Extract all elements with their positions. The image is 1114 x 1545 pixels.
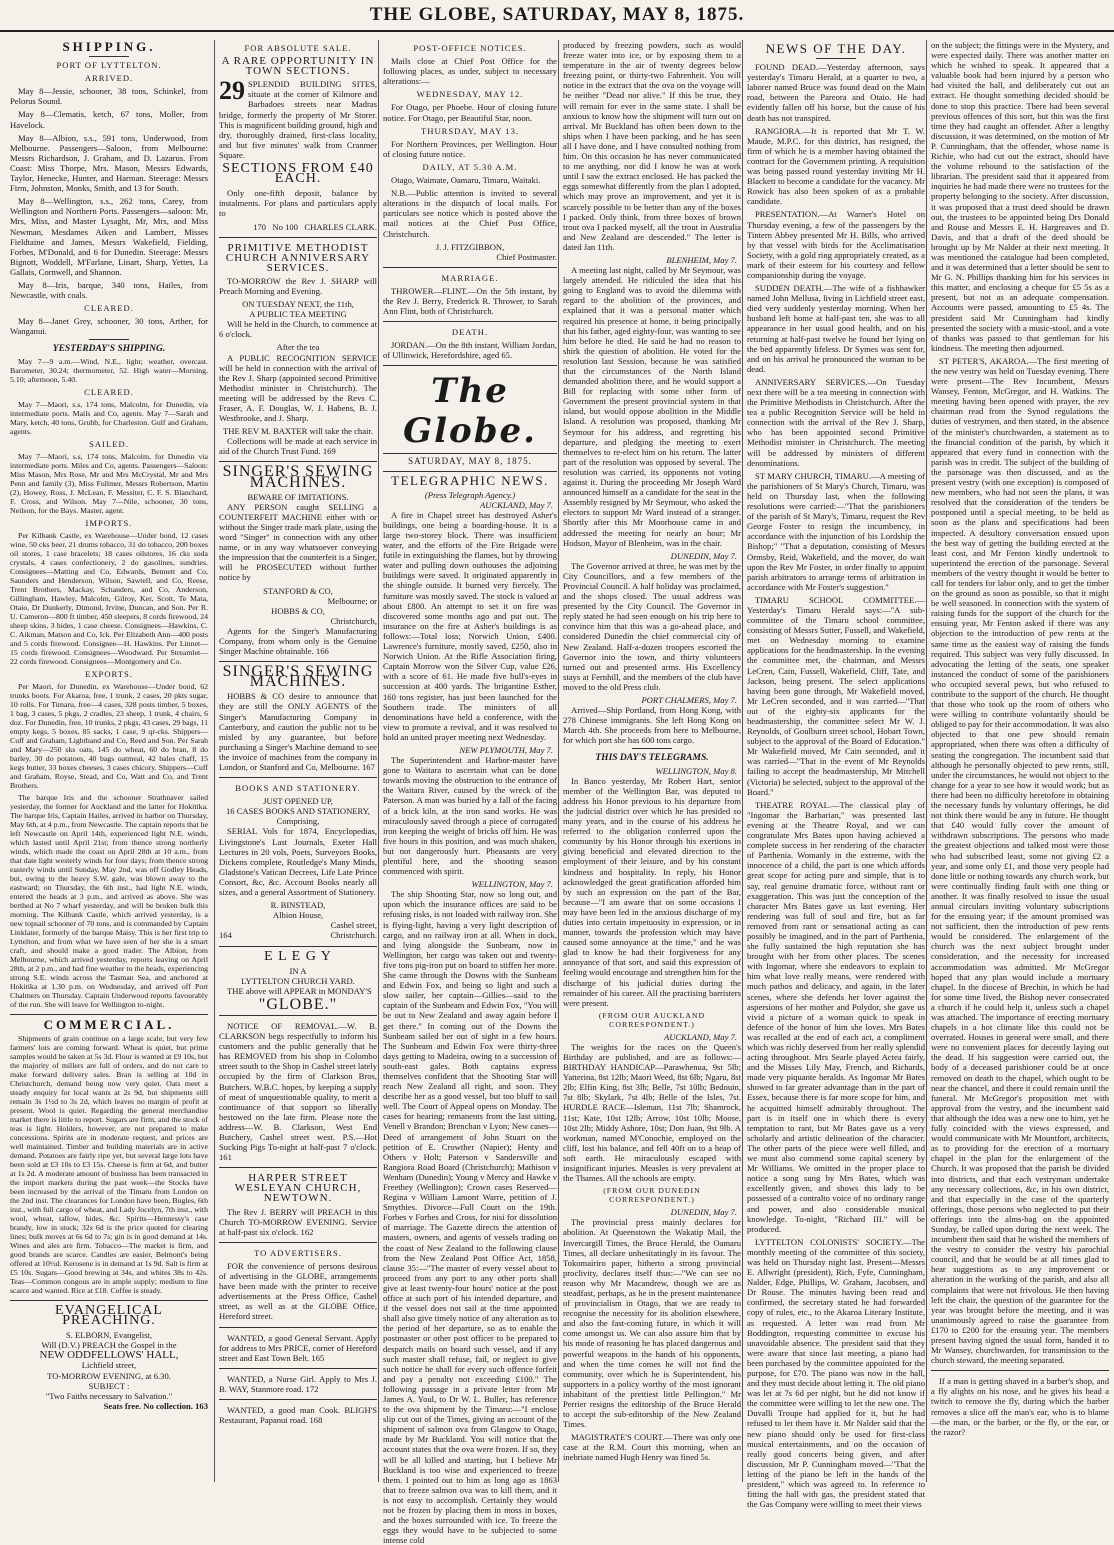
evangelical-subject-label: SUBJECT :: [88, 1380, 130, 1391]
methodist-recognition: A PUBLIC RECOGNITION SERVICE will be held in connection with the arrival of the Rev J. Sharp (appointed second Primitive Methodist minister in Christchurch). The meeting will be addressed by the Revs C. Fraser, A. F. Douglas, W. J. Habens, B. J. Westbrooke, and J. Sharp.: [219, 352, 377, 424]
divider: [10, 1300, 208, 1301]
news-item: PRESENTATION.—At Warner's Hotel on Thursday evening, a few of the passengers by the Tintern Abbey presented Mr H. Bills, who arrived by that vessel with birds for the Acclimatisation Society, with a gold ring appropriately created, as a mark of their esteem for his courtesy and fellow companionship during the voyage.: [747, 209, 925, 280]
weather-report: May 7—9 a.m.—Wind, N.E., light; weather, overcast. Barometer, 30.24; thermometer, 52. High water—Morning, 5.10; afternoon, 5.40.: [10, 356, 208, 384]
sale-number: 29: [219, 76, 245, 106]
singer-place: Christchurch,: [330, 615, 377, 626]
post-day: WEDNESDAY, MAY 12.: [416, 89, 524, 100]
news-heading: NEWS OF THE DAY.: [765, 41, 907, 56]
commercial-heading: COMMERCIAL.: [43, 1016, 175, 1032]
telegram-continued: produced by freezing powders, such as would freeze water into ice, or by exposing them to a temperature in the air of twenty degrees below freezing point, or thirty-two Fahrenheit. You will notice in the extract that the ova on the voyage will be neither "Dead nor alive." If this be true, they will remain for ever in the same state. I shall be anxious to know how the shipment will turn out on arrival. Mr Buckland has often been down to the ships when I have been packing, and he has seen all I have done, and I have consulted nothing from him. On this occasion he has never communicated to me anything, nor did I know he was at work until I saw the extract enclosed. He has packed the eggs somewhat differently from the plan I adopted, which may prove an improvement, and yet it is scarcely possible to be better than any of the boxes I packed. Only think, from three boxes of brown trout ova I packed myself, all the trout in Australia and New Zealand are descended." The letter is dated Jan 11th.: [563, 40, 741, 252]
press-agency: (Press Telegraph Agency.): [424, 489, 516, 500]
books-heading: BOOKS AND STATIONERY.: [235, 783, 361, 794]
sale-title: A RARE OPPORTUNITY IN TOWN SECTIONS.: [221, 55, 375, 78]
harper-notice: [219, 1207, 377, 1237]
masthead: THE GLOBE, SATURDAY, MAY 8, 1875.: [0, 0, 1114, 32]
sections-sig-name: CHARLES CLARK.: [304, 221, 377, 232]
evangelical-hall: NEW ODDFELLOWS' HALL,: [39, 1349, 179, 1362]
ad-number: 169: [322, 446, 336, 457]
post-day: THURSDAY, MAY 13.: [420, 125, 520, 136]
sailed-entry: May 7—Maori, s.s, 174 tons, Malcolm, for Dunedin via intermediate ports. Miles and Co, agents. Passengers—Saloon: Miss Mason, Mrs Rose, Mr and Mrs McCrystal, Mr and Mrs Penn and family (3), Miss Fullmer, Messrs Robertson, Martin (2), Howey, Ross, J. McLean, F. Messiter, C. F. S. Blanchard, F. Cross, and Wilson. May 7—Nile, schooner, 30 tons, Neilson, for the Bays. Master, agent.: [10, 451, 208, 515]
singer-firm: HOBBS & CO,: [271, 605, 325, 616]
advertisers-text: FOR the convenience of persons desirous of advertising in the GLOBE, arrangements have been made with the printer to receive advertisements at the Press Office, Cashel street, as well as at the GLOBE Office, Hereford street.: [219, 1260, 377, 1322]
post-text: For Northern Provinces, per Wellington. Hour of closing future notice.: [383, 138, 557, 159]
ad-number: 162: [300, 1226, 314, 1237]
wanted-ad: [219, 1374, 377, 1394]
advertisers-heading: TO ADVERTISERS.: [254, 1247, 342, 1258]
wanted-text: WANTED, a good General Servant. Apply for address to Mrs PRICE, corner of Hereford street and East Town Belt.: [219, 1332, 377, 1363]
ad-number: 163: [195, 1400, 208, 1411]
magistrates-court: MAGISTRATE'S COURT.—There was only one case at the R.M. Court this morning, when an inebriate named Hugh Henry was fined 5s.: [563, 1432, 741, 1463]
methodist-collections-text: Collections will be made at each service in aid of the Church Trust Fund.: [219, 436, 377, 457]
news-item: SUDDEN DEATH.—The wife of a fishhawker named John Mellusa, living in Lichfield street east, died very suddenly yesterday morning. When her husband left home at half-past ten, she was to all appearance in her usual good health, and on his returning at half-past twelve he found her lying on the bed apparently lifeless. Dr Symes was sent for, and on his arrival he pronounced the woman to be dead.: [747, 283, 925, 374]
column-telegraphic: [378, 40, 557, 1545]
divider: [219, 1242, 377, 1243]
news-item: FOUND DEAD.—Yesterday afternoon, says yesterday's Timaru Herald, at a quarter to two, a laborer named Bruce was found dead on the Main road, between the Pareora and Otaio. He had evidently fallen off his horse, but the cause of his death has not transpired.: [747, 62, 925, 123]
news-item: RANGIORA.—It is reported that Mr T. W. Maude, M.P.C. for this district, has resigned, the firm of which he is a member having obtained the contract for the Government printing. A requisition was being passed round yesterday inviting Mr H. Blackett to become a candidate for the vacancy. Mr Rowick has also been spoken of as a probable candidate.: [747, 125, 925, 207]
divider: [383, 471, 557, 472]
removal-notice: [219, 1021, 377, 1162]
divider: [219, 946, 377, 947]
ad-number: 164: [219, 930, 232, 941]
sections-signature: [219, 222, 377, 232]
column-news-continued: [926, 40, 1109, 1482]
news-item: If a man is getting shaved in a barber's shop, and a fly alights on his nose, and he gives his head a twitch to remove the fly, during which the barber removes a slice off the man's ear, who is to blame—the man, or the barber, or the fly, or the ear, or the razor?: [931, 1376, 1109, 1437]
divider: [383, 321, 557, 322]
divider: [383, 453, 557, 454]
dateline: AUCKLAND, May 7.: [479, 499, 553, 510]
dateline: WELLINGTON, May 8.: [655, 765, 737, 776]
divider: [219, 1399, 377, 1400]
telegram-text: In Banco yesterday, Mr Robert Hart, senior member of the Wellington Bar, was deputed to address his Honor previous to his departure from the judicial district over which he has presided so many years, and in the course of his address he referred to the obligation conferred upon the community by his Honor through his exertions in giving beneficial and elevated direction to the employment of their leisure, and by his constant kindness and hospitality. In reply, his Honor acknowledged the great gratification afforded him by such an expression on the part of the Bar, because—"I am aware that on some occasions I may have been led in the anxious discharge of my duties into certain impetuosity in expression, or in manner, towards the profession which may have caused some annoyance at the time," and he was glad to know he had their forgiveness for any annoyance of that sort, and said this expression of feeling would encourage and strengthen him for the discharge of his judicial duties during the remainder of his career. All the practising barristers were present.: [563, 775, 741, 1008]
sections-title: SECTIONS FROM £40 EACH.: [222, 161, 374, 187]
post-heading: POST-OFFICE NOTICES.: [413, 43, 527, 53]
divider: [89, 56, 129, 57]
news-item: TIMARU SCHOOL COMMITTEE.—Yesterday's Timaru Herald says:—"A sub-committee of the Timaru school committee, consisting of Messrs Sutter, Fussell, and Wakefield, met on Wednesday morning to examine applications for the headmastership. In the evening the committee met, the chairman, and Messrs LeCren, Cain, Fussell, Wakefield, Cliff, Tate, and Jackson, being present. The select applications having been gone through, Mr Wakefield moved, Mr LeCren seconded, and it was carried—"That out of the eighty-six applicants for the headmastership, the committee select Mr W. J. Reynolds, of Goulburn street school, Hobart Town, subject to the approval of the Board of Education." Mr Wakefield moved, Mr Cain seconded, and it was carried—"That in the event of Mr Reynolds failing to accept the headmastership, Mr Mitchell (Victoria) be selected, subject to the approval of the Board.": [747, 594, 925, 797]
elegy-text: THE above will APPEAR in MONDAY'S: [227, 985, 372, 996]
removal-text: NOTICE OF REMOVAL.—W. B. CLARKSON begs respectfully to inform his customers and the public generally that he has REMOVED from his shop in Colombo street south to the Shop in Cashel street lately occupied by the firm of Clarkson Bros, Butchers. W.B.C. hopes, by keeping a supply of meat of unquestionable quality, to merit a continuance of that support so liberally bestowed on the late firm. Please note the address—W. B. Clarkson, West End Butchery, Cashel street west. P.S.—Hot Sucking Pigs To-night at half-past 7 o'clock.: [219, 1020, 377, 1153]
dateline: WELLINGTON, May 7.: [471, 879, 553, 890]
news-item: LYTTELTON COLONISTS' SOCIETY.—The monthly meeting of the committee of this society, was held on Thursday night last. Present—Messrs E. Allwright (president), Rich, Fyfe, Cunningham, Nalder, Edge, Phillips, W. Graham, Jacobsen, and Dr Rouse. The minutes having been read and confirmed, the secretary stated he had forwarded copy of rules, etc., to the Akaroa Literary Institute, as requested. A letter was read from Mr Boddington, requesting committee to excuse his unavoidable absence. The president said that they were aware that since last meeting, a piano had been purchased by the committee appointed for the purpose, for £70. The piano was now in the hall, and they must decide about letting it. The old piano was let at 7s 6d per night, but he did not know if the committee were willing to let the new one. The Duvalli Troupe had applied for it, but he had refused to let them have it. Mr Nalder said that the new piano should only be used for first-class musical entertainments, and on the occasion of really good concerts being given, and after discussion, Mr P. Cunningham moved—"That the letting of the piano be left in the hands of the president," which was agreed to. In reference to fitting the hall with gas, the president stated that the Gas Company were willing to meet their views: [747, 1236, 925, 1510]
elegy-title: E L E G Y: [264, 948, 332, 964]
yesterday-shipping-heading: YESTERDAY'S SHIPPING.: [52, 344, 166, 355]
elegy-globe: "GLOBE.": [258, 995, 338, 1013]
correspondent-heading: (FROM OUR DUNEDIN CORRESPONDENT.): [603, 1186, 701, 1205]
singer-title: SINGER'S SEWING MACHINES.: [222, 463, 374, 491]
telegram-text: A fire in Chapel street has destroyed Asher's buildings, one being a boarding-house. It is a large two-storey block. There was insufficient water, and the efforts of the Fire Brigade were futile in extinguishing the flames, but by throwing water and pulling down outhouses the adjoining buildings were saved. It originated apparently in the shingle outside. It burned very fiercely. The furniture was mostly saved. The stock is valued at about £800. An attempt to set it on fire was discovered some months ago and put out. The insurance on the fire at Asher's buildings is as follows:—Total loss; Norwich Union, £400. Lawrence's furniture, mostly saved, £250, also in Norwich Union. At the Rifle Association firing, Captain Morrow won the Silver Cup, value £26, with a score of 61. He made five bull's-eyes in succession at 400 yards. The brigantine Esther, 160 tons register, has just been launched for the Southern trade. The ministers of all denominations have held a conference, with the view to promote a revival, and it was resolved to hold an united prayer meeting next Wednesday.: [383, 509, 557, 742]
arrival-entry: May 8—Wellington, s.s., 262 tons, Carey, from Wellington and Northern Ports. Passengers—saloon: Mr, Mrs, Miss, and Master Lysaght, Mr, Mrs, and Miss Newman, Mesdames Aiken and Lambert, Misses Fieldtaine and James, Messrs Wakefield, Fielding, Forbes, M'Donald, and 6 for Dunedin. Steerage: Messrs Bignott, Woddell, M'Farlane, Linart, Sharp, Yettes, La Gallais, Cornwell, and Shannon.: [10, 196, 208, 277]
telegram-text: The Governor arrived at three, he was met by the City Councillors, and a few members of the Provincial Council. A half holiday was proclaimed, and the shops closed. The usual address was presented by the City Council. The Governor in reply stated he had seen enough on his trip here to convince him that this was a go-ahead place, and considered Dunedin the chief commercial city of New Zealand. Half-a-dozen troopers escorted the Governor into the town, and thirty volunteers turned out and presented arms. His Excellency stays at Fernhill, and the members of the club have moved to the old Press club.: [563, 560, 741, 692]
divider: [219, 1015, 377, 1016]
correspondent-heading: (FROM OUR AUCKLAND CORRESPONDENT.): [598, 1010, 706, 1029]
column-advertisements: [214, 40, 377, 1482]
ad-number: 166: [315, 646, 329, 657]
singer-firm: STANFORD & CO,: [263, 585, 333, 596]
methodist-title: PRIMITIVE METHODIST CHURCH ANNIVERSARY SERVICES.: [225, 241, 371, 274]
divider: [219, 777, 377, 778]
books-text: SERIAL Vols for 1874, Encyclopedias, Livingstone's Last Journals, Exeter Hall Lectures in 20 vols, Poets, Surveyors Books, Dickens complete, Routledge's Many Minds, Gladstone's Vatican Decrees, Life Late Prince Consort, &c, &c. Account Books nearly all sizes, and a general Assortment of Stationery.: [219, 826, 377, 898]
methodist-tea: A PUBLIC TEA MEETING: [249, 309, 347, 320]
todays-telegrams-heading: THIS DAY'S TELEGRAMS.: [595, 753, 709, 764]
singer-hobbs-text: [219, 691, 377, 772]
books-comprising: Comprising,: [276, 816, 320, 827]
exports-label: EXPORTS.: [85, 668, 133, 679]
methodist-after: After the tea: [276, 342, 320, 353]
evangelical-footer-text: Seats free. No collection.: [103, 1400, 193, 1411]
sale-text: [219, 76, 377, 160]
dateline: DUNEDIN, May 7.: [670, 1207, 737, 1218]
telegram-text: The weights for the races on the Queen's Birthday are published, and are as follows:— BIRTHDAY HANDICAP—Parawhenua, 9st 5lb; Yatterina, 8st 12lb; Maori Weed, 8st 6lb; Ngaru, 8st 2lb; Elfin King, 8st 3lb; Belle, 7st 10lb; Bedouin, 7st 8lb; Skylark, 7st 4lb; Belle of the Isles, 7st. HURDLE RACE—Isleman, 11st 7lb; Shamrock, 11st; Kate, 10st 12lb; Arrow, 10st 10lb; Moose, 10st 2lb; Middy Ashore, 10st; Don Juan, 9st 9lb. A workman, named M'Conochie, employed on the cliff, lost his balance, and fell 40ft on to a heap of soft earth. He miraculously escaped with insignificant injuries. Measles is very prevalent at the Thames. All the schools are empty.: [563, 1041, 741, 1184]
singer-hobbs-body: HOBBS & CO desire to announce that they are still the ONLY AGENTS of the Singer's Manufacturing Company in Canterbury, and caution the public not to be misled by any guarantee, but before purchasing a Singer's Machine demand to see the invoice of machines from the company in London, or Stanford and Co, Melbourne.: [219, 691, 377, 772]
methodist-tea-text: Will be held in the Church, to commence at 6 o'clock.: [219, 319, 377, 340]
divider: [219, 237, 377, 238]
dateline: DUNEDIN, May 7.: [670, 550, 737, 561]
evangelical-street: Lichfield street,: [81, 1360, 137, 1371]
telegram-text: The Superintendent and Harbor-master have gone to Waitara to ascertain what can be done towards moving the obstruction to the entrance of the Waitara River, caused by the wreck of the Paterson. A man was buried by a fall of the facing of a brick kiln, at the iron sand works. He was miraculously saved through a piece of corrugated iron keeping the weight of bricks off him. He was five hours in this position, and was much shaken, but not dangerously hurt. Pheasants are very plentiful here, and the shooting season commenced with spirit.: [383, 755, 557, 877]
post-intro: Mails close at Chief Post Office for the following places, as under, subject to necessary alterations:—: [383, 56, 557, 87]
singer-text: ANY PERSON caught SELLING a COUNTERFEIT MACHINE either with or without the Singer trade mark plate, using the word "Singer" in connection with any other name, or in any way whatsoever conveying the impression that the counterfeit is a Singer, will be PROSECUTED without further notice by: [219, 501, 377, 583]
telegram-text: Arrived—Ship Portland, from Hong Kong, with 278 Chinese immigrants. She left Hong Kong on March 4th. She proceeds from here to Melbourne, for which port she has 600 tons cargo.: [563, 705, 741, 746]
flag-date: SATURDAY, MAY 8, 1875.: [408, 456, 532, 467]
arrival-entry: May 8—Clematis, ketch, 67 tons, Moller, from Havelock.: [10, 109, 208, 130]
divider: [219, 1167, 377, 1168]
singer-title: SINGER'S SEWING MACHINES.: [222, 663, 374, 691]
ad-number: 167: [361, 762, 375, 772]
divider: [383, 267, 557, 268]
arrival-entry: May 8—Iris, barque, 340 tons, Hailes, from Newcastle, with coals.: [10, 279, 208, 301]
commercial-text: Shipments of grain continue on a large scale, but very few farmers' lots are coming forward. Wheat is quiet, but prime samples would be taken at 5s 3d. Flour is wanted at £9 10s, but the majority of millers are full of orders, and do not care to make forward delivery sales. Bran is selling at 10d in Christchurch, demand being now very quiet. Oats meet a steady enquiry for local wants at 2s 9d, but shipments still remain 3s 1½d to 3s 2d, which leaves no margin of profit at present. Wool is quiet. Regarding the general merchandise market there is little to report. Sugars are firm, and the stock of teas is light. Holders, however, are not prepared to make concessions. Spirits are in moderate request, and prices are well maintained. Timber and building materials are in active demand. Potatoes are fairly ripe yet, but several large lots have been sold at £3 10s to £3 15s. Cheese is firm at 6d, and butter at 1s 2d. A moderate amount of business has been transacted in the import markets during the past week—the Stocks have been increased by the arrival of the Timaru from London on the 2nd inst. The clearances for London have been, Bugles, 6th inst., with full cargo of wheat, and Lady Jocelyn, 7th inst., with wool, wheat, tallow, hides, &c. Spirits—Hennessy's case brandy, low in stock; 32s 6d is the price quoted for clearing lines; bulk moves at 6s 6d to 7s; gin is in good demand at 14s. Wines and ales are firm. Tobacco—The market is firm, and good brands are scarce. Candles are easier, Belmont's being offered at 10½d. Kerosene is in demand at 1s 9d. Salt is firm at £5 10s. Sugars—Good brewing at 34s, and whites 38s to 42s. Teas—Common congous are in ample supply; medium to fine scarce and wanted. Rice at £18. Coffee is steady.: [10, 1034, 208, 1295]
cleared-label: CLEARED.: [84, 303, 134, 314]
marriage-heading: MARRIAGE.: [441, 272, 499, 283]
evangelical-subject: "Two Faiths necessary to Salvation.": [45, 1390, 173, 1401]
evangelical-name: S. ELBORN, Evangelist,: [65, 1330, 153, 1341]
sections-sig-no: No 100: [272, 221, 298, 232]
books-title: 16 CASES BOOKS AND STATIONERY,: [225, 806, 371, 817]
port-heading: PORT OF LYTTELTON.: [56, 60, 162, 71]
telegraphic-heading: TELEGRAPHIC NEWS.: [391, 472, 549, 488]
wanted-ad: [219, 1333, 377, 1363]
divider: [219, 1327, 377, 1328]
imports-entry: Per Kilbank Castle, ex Warehouse—Under bond, 12 cases wine, 50 cks beer, 21 drums tobacco, 31 do tobacco, 200 boxes oil stores, 1 case bracelets; 18 cases oilstores, 16 cks soda crystals, 4 cases confectionery, 2 do gasolines, sundries. Consignees—Matting and Co, Edwards, Bennett and Co, Saunders and Henderson, Wilson, Sawtell, and Co, Reese, Trent Brothers, Mackay, Schanders, and Co, Anderson, Gillingham, Hawley, Malcolm, Gilroy, Ker, Scott, Te Mata, Otaio, Dr Dunkerly, Dimond, Irvine, Duncan, and Son. Per R. U. Cameron—800 ft timber, 450 sleepers, 8 cords firewood, 24 sheep skins, 3 hides, 1 case cheese. Consignees—Hawkins, C. C. Aikman, Matson and Co, Ick. Per Elizabeth Ann—400 posts and 5 cords firewood. Consignee—H. Hawkins. Per Linnet—15 cords firewood. Consignees—Woodward. Per Streamlet—22 cords firewood. Consignees—Montgomery and Co.: [10, 530, 208, 666]
sections-text: Only one-fifth deposit, balance by instalments. For plans and particulars apply to: [219, 188, 377, 219]
books-name: R. BINSTEAD,: [270, 900, 326, 911]
elegy-place: LYTTELTON CHURCH YARD.: [241, 975, 355, 986]
arrived-label: ARRIVED.: [84, 73, 134, 84]
books-street: Cashel street,: [330, 920, 377, 931]
divider: [632, 748, 672, 749]
singer-place: Melbourne; or: [327, 595, 377, 606]
harper-title: HARPER STREET WESLEYAN CHURCH, NEWTOWN.: [234, 1172, 362, 1205]
column-telegrams: [558, 40, 741, 1482]
wanted-text: WANTED, a good man Cook. BLIGH'S Restaurant, Papanui road.: [219, 1404, 377, 1426]
singer-agents: [219, 626, 377, 656]
evangelical-time: TO-MORROW EVENING, at 6.30.: [47, 1370, 171, 1381]
news-continued: on the subject; the fittings were in the Mystery, and were expected daily. There was another matter on which he wished to speak. It appeared that a valuable book had been injured by a person who had visited the hall, and deliberately cut out an extract. He thought something decided should be done to stop this practice. There had been several previous offences of this sort, but this was the first time they had caught an offender. After a lengthy discussion, it was determined, on the motion of Mr P. Cunningham, that the offender, whose name is Richie, who had cut out the extract, should have the volume rebound to the satisfaction of the librarian. The president said that it appeared from inquiries he had made there were no trustees for the property belonging to the society. After discussion, it was proposed that a trust deed should be drawn out, the trustees to be appointed being Drs Donald and Rouse and Messrs E. H. Hargreaves and D. Davis, and that a draft of the deed should be brought up by Mr Nalder at their next meeting. It was mentioned the catalogue had been completed, and it was determined that a letter should be sent to Mr G. N. Phillips thanking him for his services in this matter, and enclosing a cheque for £5 5s as a present, but not as an adequate compensation. Accounts were passed, amounting to £5 4s. The president said Mr Cunningham had kindly presented the society with a music-stool, and a vote of thanks was passed to that gentleman for his kindness. The meeting then adjourned.: [931, 40, 1109, 353]
telegram-text: The provincial press mainly declares for abolition. At Queenstown the Wakatip Mail, the Invercargill Times, the Bruce Herald, the Oamaru Times, all declare unhesitatingly in its favour. The Tokomairiro paper, hitherto a strong provincial proclivity, declares itself thus:—"We can see no reason why Mr Macandrew, though we are as steadfast, perhaps, as he in the present maintenance of provincialism in Otago, that we are ready to recognise the necessity for its abolition elsewhere, and also the fast-coming future, in which it will come amongst us. We can also assure him that by his mode of reasoning he has placed dangerous and powerful weapons in the hands of his opponents, and when the time comes he will not find the community, over which he is Superintendent, his supporters in a policy worthy of the most ignorant inhabitant of the prettiest little Pellington." Mr Perrier resigns the editorship of the Bruce Herald to accept the sub-editorship of the New Zealand Times.: [563, 1217, 741, 1430]
dateline: AUCKLAND, May 7.: [663, 1031, 737, 1042]
news-item: ST PETER'S, AKAROA.—The first meeting of the new vestry was held on Tuesday evening. There were present—The Rev Incumbent, Messrs Wansey, Fenton, McGregor, and H. Watkins. The meeting having been opened with prayer, the rev chairman read from the Synod regulations the duties of vestrymen, and then stated, in the absence of the minister's churchwarden, a statement as to the financial condition of the parish, by which it appeared that every fund in connection with the parish was in credit. The subject of the building of the parsonage was then discussed, and as the present vestry (with one exception) is composed of new members, who had not seen the plans, it was resolved that the consideration of the tenders be postponed until a special meeting, to be held as soon as the plans and specifications had been inspected. A desultory conversation ensued upon the best way of getting the building erected at the least cost, and Mr Fenton kindly undertook to superintend the erection of the parsonage. Several members of the vestry thought it would be better to call for tenders for labor only, and to get the timber on the ground as soon as possible, so that it might be well seasoned. In connection with the system of raising funds for the support of the church for the ensuing year, Mr Fenton asked if there was any objection to the introduction of pew rents at the same time as the easiest way of raising the funds required. This subject was very fully discussed. In advocating the letting of the seats, one speaker instanced the conduct of some of the parishioners who occupied several pews, but who refused to contribute to the support of the church. He thought that those who took up the room of others who were willing to contribute voluntarily should be obliged to pay for their accommodation. It was also objected to that one pew should remain appropriated, when there was often a difficulty of seating the congregation. The incumbent said that although he personally objected to pew rents, still, under the circumstances, he would not object to the change for a year to see how it would work; but as there had been no difficulty heretofore in obtaining the necessary funds by voluntary offerings, he did not think there would be any in future. He thought that £40 would fully cover the amount of withdrawn subscriptions. The persons who made the greatest objections and talked most were those who had subscribed least, some not giving £2 a year, and some only £1, and those very people had done little or nothing towards any church work, but were continually finding fault with one thing or another. It was finally resolved to issue the usual annual circulars inviting voluntary subscriptions for the ensuing year; if the amount promised was not sufficient, then the introduction of pew rents would be considered. The enlargement of the church was the next subject brought under consideration, and the necessity for increased accommodation was admitted. Mr McGregor hoped that any plan would include a mortuary chapel. In the diocese of Brechin, in which he had for some time lived, the Bishop never consecrated a church if he could help it, unless such a chapel was attached. The importance of erecting mortuary chapels in a hot climate like this could not be overrated. Houses in general were small, and there were no convenient places for decently laying out the dead. If his suggestion were carried out, the body of a deceased parishioner could be at once removed on death to the chapel, which ought to be near the chancel, and there it could remain until the funeral. Mr McGregor's proposition met with approval from the vestry, and the incumbent said that although the idea was a new one to him, yet he fully coincided with the views expressed, and would communicate with Mr Mountfort, architects, as to providing for the erection of a mortuary chapel in the plan for the enlargement of the Church. It was proposed that the parish be divided into districts, and that each vestryman undertake any necessary collections, &c, in his own district, and that especially in the case of the quarterly offerings, those persons who neglected to put their offerings into the alms-bag on the appointed Sunday, be called upon during the next week. The incumbent then said that he wished the members of the vestry to consider the vestry his parochial council, and that he would be at all times glad to hear suggestions as to any improvement or alteration in the working of the parish, and also all complaints that were not frivolous. He then having left the chair, the question of the guarantee for the year was brought before the meeting, and it was unanimously agreed to raise the guarantee from £170 to £200 for the ensuing year. The members present having signed the usual form, handed it to Mr Wansey, churchwarden, for transmission to the church steward, the meeting separated.: [931, 355, 1109, 1366]
post-nb: N.B.—Public attention is invited to several alterations in the dispatch of local mails. For particulars see notice which is posted above the mail notices at the Chief Post Office, Christchurch.: [383, 188, 557, 239]
divider: [10, 1014, 208, 1015]
ad-number: 165: [311, 1352, 325, 1363]
column-shipping: [10, 40, 208, 1482]
divider: [219, 1368, 377, 1369]
telegram-text: A meeting last night, called by Mr Seymour, was largely attended. He ridiculed the idea that his going to England was to avoid the dilemma with regard to the abolition of the provinces, and explained that it was a personal matter which required his presence at home, it being principally that his father, aged eighty-four, was wanting to see him before he died. He said he had no reason to shirk the question of abolition. He voted for the resolution last Session, because he was satisfied that the circumstances of the North Island demanded abolition there, and he would support a Bill for replacing with some other form of Government the present provincial system in that island, but would oppose abolition in the Middle Island. A resolution was proposed, thanking Mr Seymour for his address, and regretting his departure, and pledging the meeting to exert themselves to re-elect him on his return. The latter part of the resolution was opposed by several. The resolution was carried, its opponents not voting against it. During the proceeding Mr Joseph Ward announced himself as a candidate for the seat in the Assembly resigned by Mr Seymour, who asked the electors to support Mr Ward instead of a stranger. Shortly after this Mr Moorhouse came in and addressed the meeting for nearly an hour; Mr Hodson, Mayor of Blenheim, was in the chair.: [563, 265, 741, 548]
evangelical-title: EVANGELICAL PREACHING.: [55, 1303, 163, 1329]
books-city: Christchurch.: [330, 930, 377, 941]
divider: [931, 1370, 1109, 1371]
cleared-entry: May 8—Janet Grey, schooner, 30 tons, Arther, for Wanganui.: [10, 316, 208, 337]
telegram-text: The ship Shooting Star, now so long out, and upon which the insurance offices are said to be refusing risks, is not loaded with railway iron. She is flying-light, having a very light description of cargo, and no railway iron at all. When in dock, and lying alongside the Sunbeam, now in Wellington, her cargo was taken out and twenty-five tons pig-iron put on board to stiffen her more. She came through the Downs with the Sunbeam and Edwin Fox, and being so light and such a slow sailer, her captain—Gillies—said to the captain of the Sunbeam and Edwin Fox, "You will be out to New Zealand and away again before I get there." In coming out of the Downs the Sunbeam sailed her out of sight in a few hours. The Sunbeam and Edwin Fox were thirty-three days getting to Madeira, owing to a succession of south-east gales. Both captains express themselves confident that the Shooting Star will reach New Zealand all right, and soon. They describe her as a good vessel, but too bluff to sail well. The Court of Appeal opens on Monday. The cases for hearing; remanents from the last sitting, Venell v Brandon; Brenchan v Lyon; New cases—Deed of arrangement of John Stuart on the petition of E. Crowther (Napier); Henty and Others v Holt; Paterson v Sandersville and Rangiora Road Board (Christchurch); Mathison v Wenham (Dunedin); Young v Mercy and Hawke v Freethey (Wellington); Crown cases Reserved—Regina v William Lamont Warre, petition of J. Smythies. Divorce—Full Court on the 19th. Forbes v Forbes and Cross, for nisi for dissolution of marriage. The Gazette directs the attention of masters, owners, and agents of vessels trading on the coast of New Zealand to the following clause from the New Zealand Post Office Act, 1858, clause 35:—"The master of every vessel about to proceed from any port to any other ports shall give at least twenty-four hours' notice at the post office at such port of his intended departure, and if the vessel does not sail at the time appointed shall also give timely notice of any alteration as to the period of her departure, so as to enable the postmaster or other post officer to be prepared to despatch mails on board such vessel, and if any such master shall refuse, fail, or neglect to give such notice he shall for every such offence forfeit and pay a penalty not exceeding £100." The following passage in a private letter from Mr James A. Youl, to Dr W. L. Buller, has reference to the ova shipment by the Timaru:—"I enclose slip cut out of the Times, giving an account of the shipment of salmon ova from Glasgow to Otago, made by Mr Buckland. You will notice that the account states that the ova were frozen. If so, they will be all killed and starting, but I believe Mr Buckland is too wise and experienced to freeze them. I pointed out to him as long ago as 1863 that to freeze salmon ova was to kill them, and it is not easy to accomplish. Certainly they would not be frozen by placing them in moss in boxes, and the boxes surrounded with ice. To freeze the eggs they would have to be subjected to some intense cold: [383, 889, 557, 1545]
column-news-of-day: [742, 40, 925, 1510]
sailed-label: SAILED.: [89, 438, 129, 449]
evangelical-footer: [10, 1401, 208, 1411]
death-heading: DEATH.: [451, 327, 489, 338]
wanted-text: WANTED, a Nurse Girl. Apply to Mrs J. B. WAY, Stanmore road.: [219, 1373, 377, 1394]
elegy-in-a: IN A: [289, 965, 307, 976]
books-opened: JUST OPENED UP,: [263, 796, 333, 807]
news-item: THEATRE ROYAL.—The classical play of "Ingomar the Barbarian," was presented last evening at the Theatre Royal, and we can congratulate Mrs Bates upon having achieved a complete success in her rendering of the character of Parthenia. Womanly in the extreme, with the innocence of a child, the part is one which affords great scope for acting pure and simple, that is to say, real genuine dramatic force, without rant or exaggeration. This was just the conception of the character Mrs Bates gave us last evening. Her rendering was full of soul and fire, but as far removed from rant or sensational acting as can possibly be imagined, and in the part of Parthenia, she fully sustained the high reputation she has brought with her from other places. The scenes with Ingomar, where she endeavors to explain to him what love really means, were rendered with much pathos and delicacy, and again, in the later scenes, where she defends her lover against the aspersions of her mother and Polydor, she gave us vivid a picture of a woman quick to speak in defence of the honor of him she loves. Mrs Bates was recalled at the end of each act, a compliment which was richly deserved from her really splendid acting throughout. Mrs Searle played Actea fairly, and the Misses Lily May, French, and Richards, made very piquante heralds. As Ingomar Mr Bates showed to far greater advantage than in the part of Essex, because there is far more scope for him, and he acquitted himself admirably throughout. The part is in itself one in which there is every temptation to rant, but Mr Bates gave us a very scholarly and artistic delineation of the character. The other parts of the piece were well filled, and we must also commend some capital scenery by Mr Williams. We omitted in the proper place to notice a song sung by Mrs Bates, which was excellently given, and shows this lady to be possessed of a contralto voice of no ordinary range and power, and also considerable musical knowledge. To-night, "Richard III." will be produced.: [747, 799, 925, 1234]
cleared-label: CLEARED.: [84, 386, 134, 397]
singer-agents-text: Agents for the Singer's Manufacturing Company, from whom only is the Genuine Singer Machine obtainable.: [219, 625, 377, 657]
methodist-tuesday: ON TUESDAY NEXT, the 11th,: [242, 299, 354, 310]
post-day: DAILY, AT 5.30 A.M.: [422, 161, 518, 172]
sale-heading: FOR ABSOLUTE SALE.: [244, 43, 352, 53]
books-city-line: [219, 930, 377, 940]
post-text: Otago, Waimate, Oamaru, Timaru, Waitaki.: [391, 175, 541, 186]
imports-label: IMPORTS.: [85, 517, 133, 528]
ad-number: 161: [219, 1152, 232, 1163]
shipping-news: The barque Iris and the schooner Strathnaver sailed yesterday, the former for Auckland and the latter for Hokitika. The barque Iris, Captain Hailes, arrived in harbor on Thursday, May 6th, at 4 p.m., from Newcastle. The captain reports that he left Newcastle on April 14th, experienced light N.E. winds, which lasted until April 21st; from thence strong northerly winds, which made the coast on April 28th at 10 a.m., from that date light westerly winds for four days; from thence strong easterly winds until Sunday, May 2nd, was off Godley Heads, but, owing to the heavy S.W. gale, was blown away to the eastward; on Thursday, the 6th inst., had light N.E. winds, entered the heads at 3 p.m., and arrived as above. She was berthed at No 7 wharf yesterday, and will be broken bulk this morning. The Kilbank Castle, which arrived yesterday, is a new topsail schooner of 70 tons, and is commanded by Captain Linklater, formerly of the barque Maisy. This is her first trip to Lyttelton, and from what we have seen of her she is a smart craft, and should make a good trader. The Albion, from Melbourne, which arrived yesterday, reports leaving on April 28th, at 2 p.m., and had fine weather to the heads, experiencing strong S.E. winds across the Tasman Sea, and anchored at Hokitika at 1.30 p.m. on Wednesday, and arrived off Port Chalmers on Thursday. Captain Underwood reports favourably of the run. She will leave for Wellington to-night.: [10, 792, 208, 1009]
methodist-text: TO-MORROW the Rev J. SHARP will Preach Morning and Evening.: [219, 275, 377, 296]
divider: [383, 365, 557, 366]
books-place: Albion House,: [272, 910, 324, 921]
arrival-entry: May 8—Jessie, schooner, 38 tons, Schinkel, from Pelorus Sound.: [10, 86, 208, 107]
divider: [89, 339, 129, 340]
news-item: ST MARY CHURCH, TIMARU.—A meeting of the parishioners of St Mary's Church, Timaru, was held on Thursday last, when the following resolutions were carried:—"That the parishioners of the parish of St Mary's, Timaru, request the Rev George Foster to resign the incumbency, in accordance with the injunction of his Lordship the Bishop;" "That a deputation, consisting of Messrs Ormsby, Reid, Wakefield, and the mover, do wait upon the Rev Mr Foster, in order finally to appoint parish arbitrators to arrange terms of arbitration in accordance with Mr Foster's suggestion.": [747, 470, 925, 592]
post-signature-title: Chief Postmaster.: [496, 251, 557, 262]
shipping-heading: SHIPPING.: [62, 39, 156, 54]
dateline: PORT CHALMERS, May 7.: [641, 695, 737, 705]
divider: [816, 58, 856, 59]
death-text: JORDAN.—On the 8th instant, William Jordan, of Ullinwick, Herefordshire, aged 65.: [383, 340, 557, 361]
dateline: NEW PLYMOUTH, May 7.: [459, 744, 553, 755]
evangelical-will: Will (D.V.) PREACH the Gospel in the: [41, 1340, 177, 1351]
singer-beware: BEWARE OF IMITATIONS.: [247, 491, 349, 502]
exports-entry: Per Maori, for Dunedin, ex Warehouse—Under bond, 62 trunks boots. For Akaroa, free, 1 trunk, 2 cases, 20 pkts sugar, 10 rolls. For Timaru, free—4 cases, 328 posts timber, 5 boxes, 1 bag, 3 cases, 5 pkgs, 2 cradles, 23 sheep, 1 trunk, 4 chairs, 6 doz. For Dunedin, free, 10 trunks, 2 pkgs, 43 cases, 29 bags, 11 empty kegs, 5 boxes, 85 sacks, 1 case, 9 qr-cks. Shippers—Cuff and Graham, Lightband and Co, Reed and Son. Per Sarah and Mary—250 sks oats, 145 do wheat, 60 do bran, 8 do barley, 30 do potatoes, 40 bags oatmeal, 42 bales chaff, 15 kegs butter, 33 boxes cheeses, 3 cases chicory. Shippers—Cuff and Graham, Royse, Stead, and Co, Watt and Co, and Trent Brothers.: [10, 681, 208, 790]
dateline: BLENHEIM, May 7.: [666, 254, 737, 265]
post-signature: J. J. FITZGIBBON,: [435, 241, 505, 252]
ad-number: 172: [305, 1383, 319, 1394]
ad-number: 170: [253, 221, 266, 232]
divider: [219, 461, 377, 462]
methodist-collections: [219, 436, 377, 456]
news-item: ANNIVERSARY SERVICES.—On Tuesday next there will be a tea meeting in connection with the Primitive Methodists in Christchurch. After the tea a public Recognition Service will be held in connection with the arrival of the Rev J. Sharp, who has been appointed second Primitive Methodist minister in Christchurch. The meeting will be addressed by ministers of different denominations.: [747, 376, 925, 468]
methodist-chair: THE REV M. BAXTER will take the chair.: [223, 426, 373, 437]
marriage-text: THROWER—FLINT.—On the 5th instant, by the Rev J. Berry, Frederick R. Thrower, to Sarah Ann Flint, both of Christchurch.: [383, 285, 557, 317]
cleared-entry: May 7—Maori, s.s, 174 tons, Malcolm, for Dunedin, via intermediate ports. Mails and Co, agents. May 7—Sarah and Mary, ketch, 40 tons, Grubb, for Charleston. Gulf and Graham, agents.: [10, 399, 208, 436]
post-text: For Otago, per Phoebe. Hour of closing future notice. For Otago, per Beautiful Star, noon.: [383, 102, 557, 123]
sale-description: SPLENDID BUILDING SITES, situate at the corner of Kilmore and Barbadoes streets near Madras bridge, formerly the property of Mr Storer. This is magnificent building ground, high and dry, thoroughly drained, first-class locality, and but five minutes' walk from Cranmer Square.: [219, 79, 377, 160]
arrival-entry: May 8—Albion, s.s., 591 tons, Underwood, from Melbourne. Passengers—Saloon, from Melbourne: Messrs Richardson, J. Graham, and D. Lazarus. From Coast: Miss Thorpe, Mrs. Mason, Messrs Edwards, Taylor, Henecke, Hunter, and Harman. Steerage: Messrs Firm, Johnston, Monks, Smith, and 13 for South.: [10, 132, 208, 194]
divider: [219, 661, 377, 662]
ad-number: 168: [309, 1415, 323, 1426]
newspaper-flag: The Globe.: [403, 371, 537, 452]
harper-text: The Rev J. BERRY will PREACH in this Church TO-MORROW EVENING. Service at half-past six o'clock.: [219, 1206, 377, 1237]
wanted-ad: [219, 1405, 377, 1425]
